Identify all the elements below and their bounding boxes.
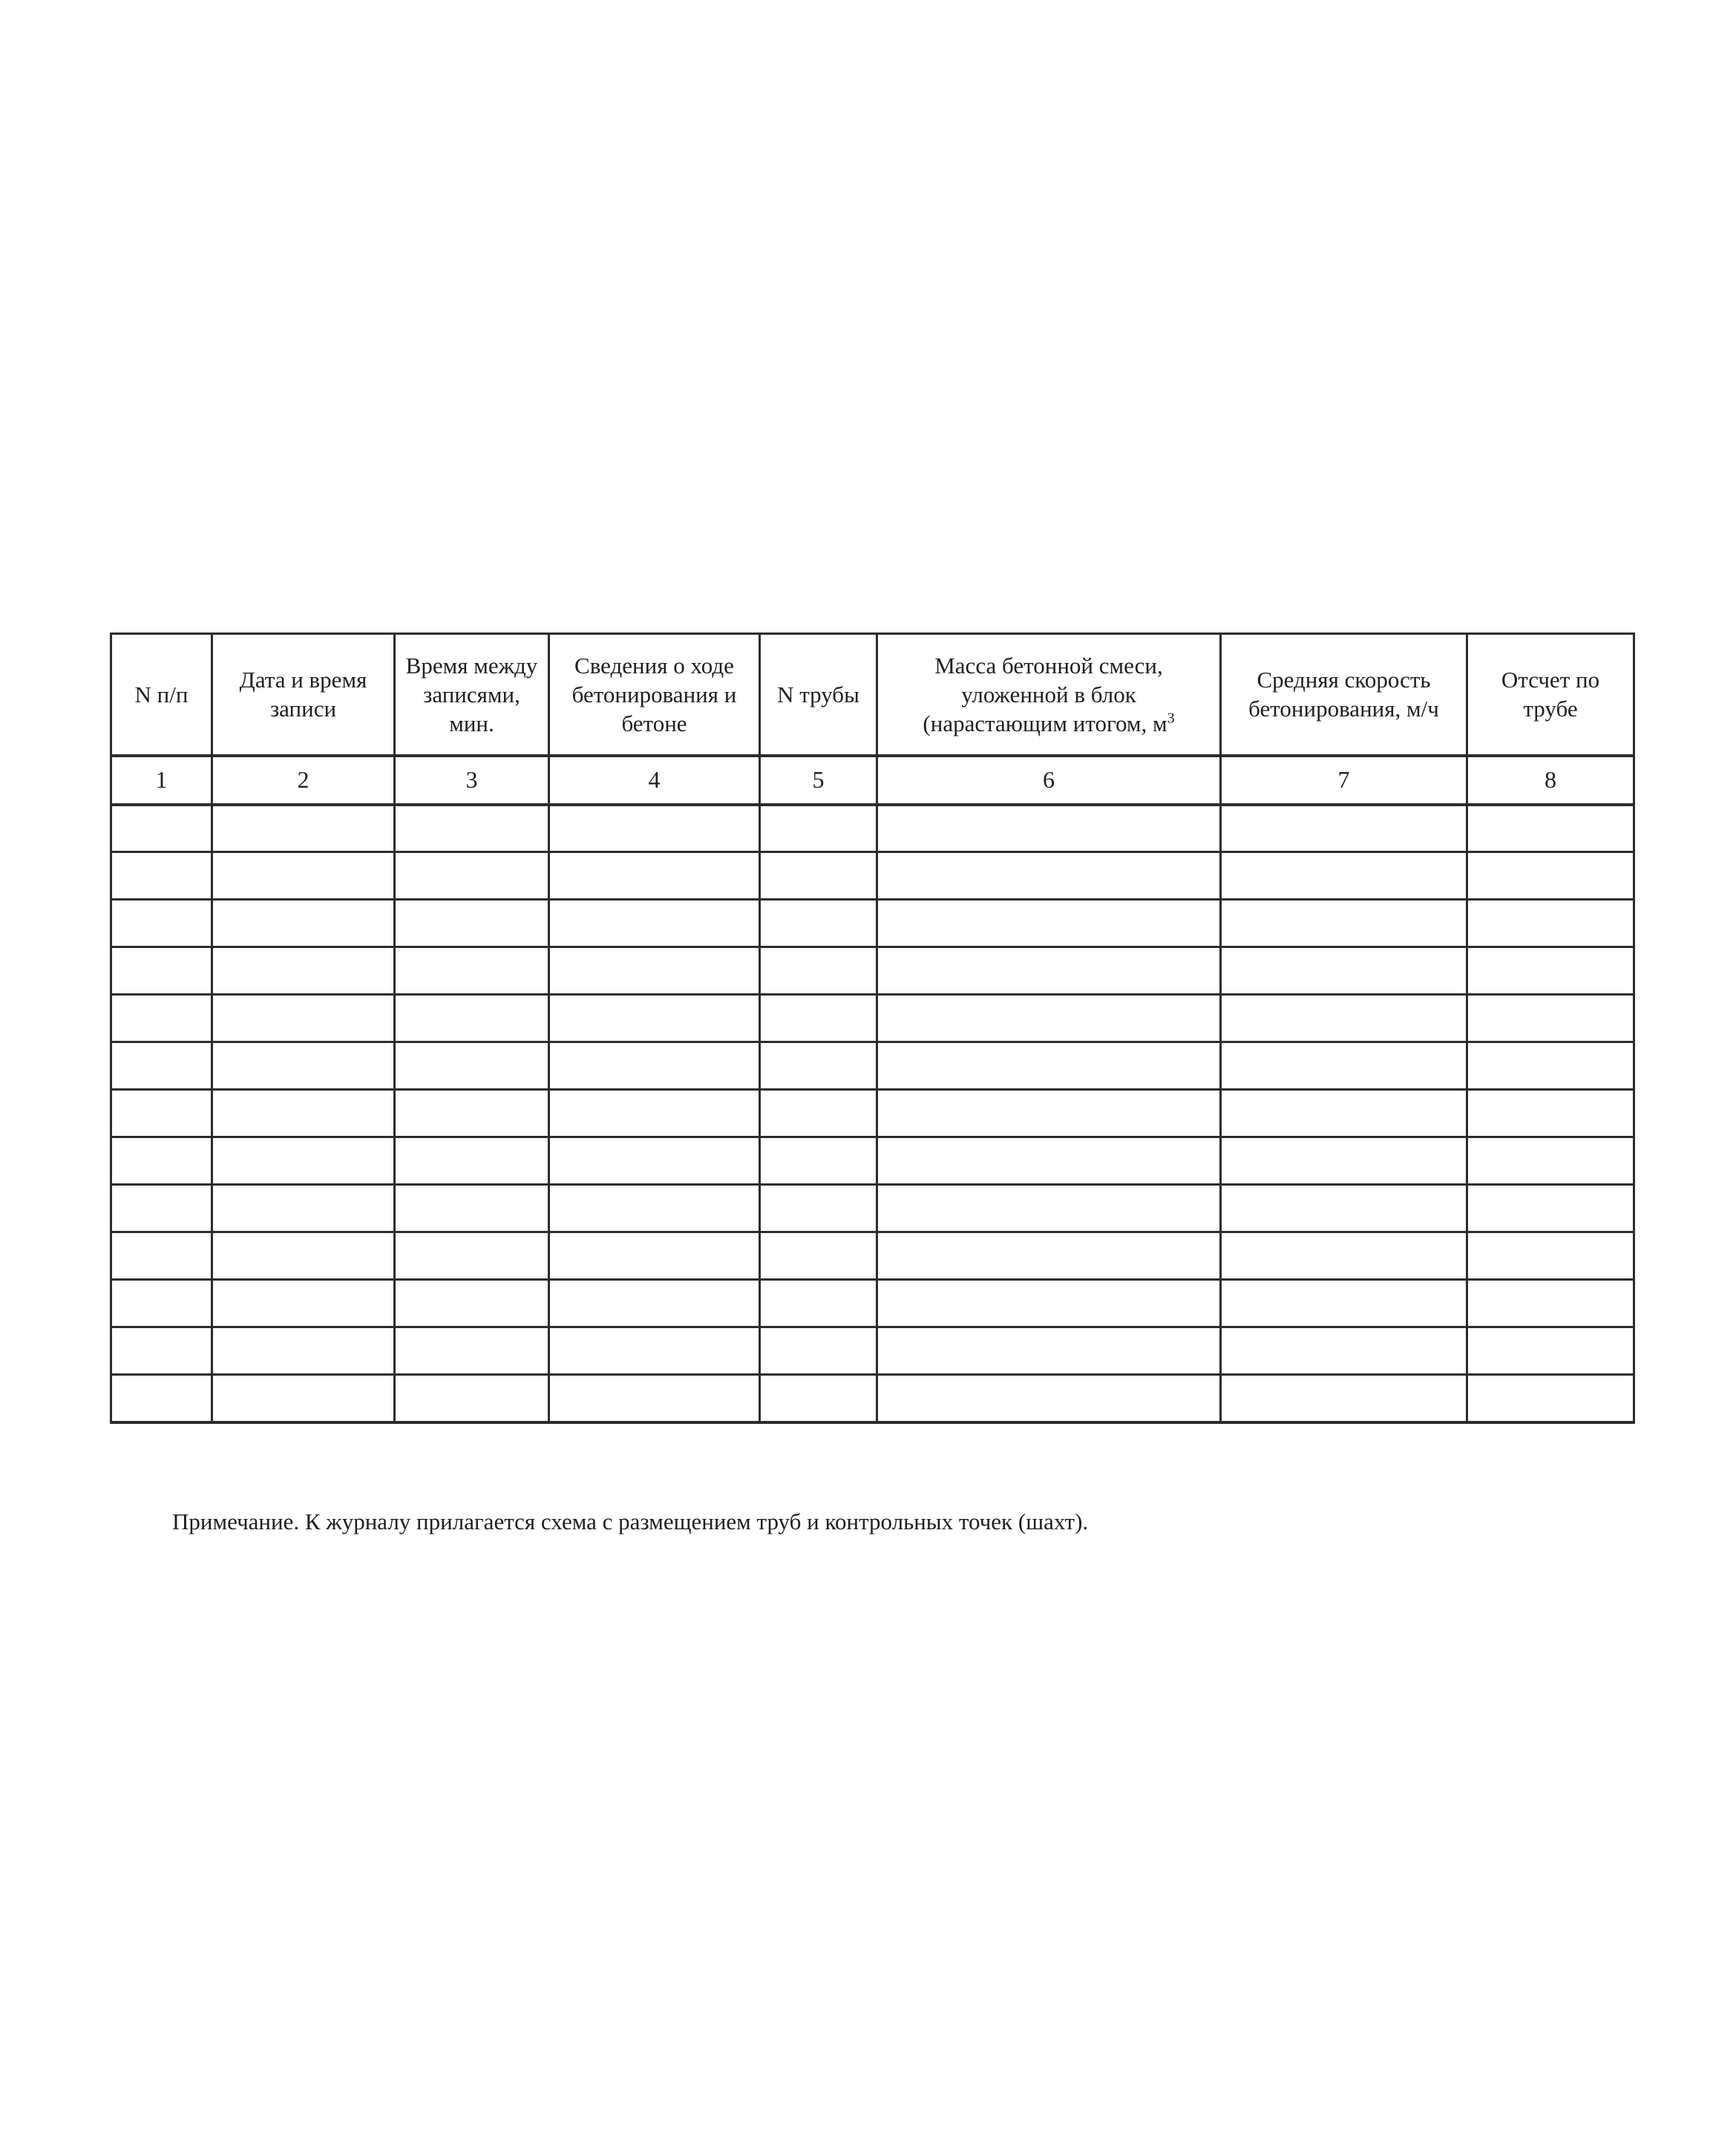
column-header-line: N п/п xyxy=(134,681,189,707)
table-row xyxy=(111,1042,1634,1090)
empty-cell xyxy=(111,1327,212,1375)
empty-cell xyxy=(877,805,1221,852)
table-header-row xyxy=(111,634,1634,756)
column-header-line: Время между xyxy=(405,652,538,679)
empty-cell xyxy=(111,947,212,995)
table-row xyxy=(111,1185,1634,1232)
empty-cell xyxy=(111,1185,212,1232)
empty-cell xyxy=(212,1137,395,1185)
empty-cell xyxy=(1221,852,1467,900)
empty-cell xyxy=(212,947,395,995)
empty-cell xyxy=(877,900,1221,947)
empty-cell xyxy=(395,1280,549,1327)
empty-cell xyxy=(1467,1185,1634,1232)
cubic-meter-superscript: 3 xyxy=(1167,710,1175,727)
empty-cell xyxy=(549,900,760,947)
column-header-mix-mass xyxy=(877,634,1221,756)
empty-cell xyxy=(549,1232,760,1280)
empty-cell xyxy=(877,1327,1221,1375)
empty-cell xyxy=(212,995,395,1042)
empty-cell xyxy=(395,1090,549,1137)
empty-cell xyxy=(877,1375,1221,1422)
empty-cell xyxy=(1221,1090,1467,1137)
empty-cell xyxy=(549,1375,760,1422)
table-row xyxy=(111,947,1634,995)
empty-cell xyxy=(877,1185,1221,1232)
empty-cell xyxy=(395,947,549,995)
empty-cell xyxy=(1221,1185,1467,1232)
column-header-line-text: (нарастающим итогом, м xyxy=(923,710,1167,736)
empty-cell xyxy=(877,852,1221,900)
empty-cell xyxy=(1221,1232,1467,1280)
note-text: Примечание. К журналу прилагается схема с размещением труб и контрольных точек (шахт). xyxy=(172,1509,1089,1535)
empty-cell xyxy=(212,1327,395,1375)
empty-cell xyxy=(111,1042,212,1090)
column-header-line xyxy=(884,709,1213,738)
column-header-pipe-number xyxy=(760,634,877,756)
column-number-cell: 1 xyxy=(111,756,212,805)
empty-cell xyxy=(395,852,549,900)
empty-cell xyxy=(395,1327,549,1375)
column-header-line: трубе xyxy=(1523,696,1578,722)
empty-cell xyxy=(1467,947,1634,995)
column-header-line: записи xyxy=(269,696,337,722)
empty-cell xyxy=(212,852,395,900)
empty-cell xyxy=(549,947,760,995)
empty-cell xyxy=(549,1280,760,1327)
empty-cell xyxy=(212,1280,395,1327)
empty-cell xyxy=(111,1375,212,1422)
empty-cell xyxy=(395,1137,549,1185)
empty-cell xyxy=(549,1090,760,1137)
empty-cell xyxy=(111,1137,212,1185)
empty-cell xyxy=(760,1185,877,1232)
empty-cell xyxy=(760,805,877,852)
column-header-line: Дата и время xyxy=(239,667,367,693)
column-header-line: Отсчет по xyxy=(1501,667,1600,693)
empty-cell xyxy=(111,852,212,900)
empty-cell xyxy=(212,900,395,947)
empty-cell xyxy=(212,1090,395,1137)
empty-cell xyxy=(111,1280,212,1327)
empty-cell xyxy=(760,1090,877,1137)
column-number-cell: 4 xyxy=(549,756,760,805)
empty-cell xyxy=(1221,1137,1467,1185)
column-number-cell: 6 xyxy=(877,756,1221,805)
empty-cell xyxy=(1467,1090,1634,1137)
empty-cell xyxy=(877,1232,1221,1280)
column-numbers-row xyxy=(111,756,1634,805)
empty-cell xyxy=(760,1375,877,1422)
column-header-line: Масса бетонной смеси, xyxy=(934,652,1163,679)
empty-cell xyxy=(877,947,1221,995)
empty-cell xyxy=(212,1185,395,1232)
column-header-line: уложенной в блок xyxy=(961,681,1136,707)
empty-cell xyxy=(1221,947,1467,995)
empty-cell xyxy=(1221,1280,1467,1327)
empty-cell xyxy=(111,1090,212,1137)
empty-cell xyxy=(1221,995,1467,1042)
empty-cell xyxy=(395,1185,549,1232)
empty-cell xyxy=(1467,1375,1634,1422)
empty-cell xyxy=(549,1327,760,1375)
empty-cell xyxy=(760,1232,877,1280)
empty-cell xyxy=(212,1232,395,1280)
table-body xyxy=(111,805,1634,1422)
empty-cell xyxy=(877,1090,1221,1137)
column-header-row-number xyxy=(111,634,212,756)
empty-cell xyxy=(877,1137,1221,1185)
empty-cell xyxy=(760,1042,877,1090)
column-header-line: мин. xyxy=(449,710,494,736)
empty-cell xyxy=(395,1232,549,1280)
column-header-line: бетоне xyxy=(621,710,687,736)
empty-cell xyxy=(1221,900,1467,947)
column-header-avg-speed xyxy=(1221,634,1467,756)
empty-cell xyxy=(760,1327,877,1375)
column-number-cell: 3 xyxy=(395,756,549,805)
empty-cell xyxy=(877,1280,1221,1327)
empty-cell xyxy=(212,1375,395,1422)
empty-cell xyxy=(111,805,212,852)
empty-cell xyxy=(1467,805,1634,852)
empty-cell xyxy=(760,852,877,900)
table-row xyxy=(111,805,1634,852)
column-header-line: N трубы xyxy=(777,681,859,707)
table-row xyxy=(111,1327,1634,1375)
empty-cell xyxy=(1467,995,1634,1042)
empty-cell xyxy=(877,1042,1221,1090)
empty-cell xyxy=(111,1232,212,1280)
column-number-cell: 7 xyxy=(1221,756,1467,805)
empty-cell xyxy=(395,805,549,852)
table-row xyxy=(111,1375,1634,1422)
column-header-line: записями, xyxy=(423,681,520,707)
empty-cell xyxy=(760,947,877,995)
empty-cell xyxy=(1467,1327,1634,1375)
table-row xyxy=(111,1090,1634,1137)
empty-cell xyxy=(1467,852,1634,900)
column-header-progress-info xyxy=(549,634,760,756)
empty-cell xyxy=(111,900,212,947)
column-header-line: бетонирования, м/ч xyxy=(1248,696,1439,722)
empty-cell xyxy=(1467,1232,1634,1280)
empty-cell xyxy=(549,1042,760,1090)
empty-cell xyxy=(549,995,760,1042)
empty-cell xyxy=(395,995,549,1042)
empty-cell xyxy=(1221,1042,1467,1090)
column-header-pipe-reading xyxy=(1467,634,1634,756)
table-row xyxy=(111,1280,1634,1327)
empty-cell xyxy=(212,1042,395,1090)
column-number-cell: 8 xyxy=(1467,756,1634,805)
empty-cell xyxy=(1467,900,1634,947)
empty-cell xyxy=(877,995,1221,1042)
empty-cell xyxy=(549,805,760,852)
column-header-date-time xyxy=(212,634,395,756)
empty-cell xyxy=(760,1137,877,1185)
column-header-line: бетонирования и xyxy=(571,681,737,707)
empty-cell xyxy=(1221,1375,1467,1422)
empty-cell xyxy=(1467,1042,1634,1090)
concrete-journal-table xyxy=(110,633,1635,1424)
empty-cell xyxy=(760,900,877,947)
column-number-cell: 5 xyxy=(760,756,877,805)
empty-cell xyxy=(395,1375,549,1422)
empty-cell xyxy=(1221,1327,1467,1375)
column-number-cell: 2 xyxy=(212,756,395,805)
table-row xyxy=(111,852,1634,900)
empty-cell xyxy=(760,995,877,1042)
empty-cell xyxy=(212,805,395,852)
table-row xyxy=(111,1137,1634,1185)
table-row xyxy=(111,995,1634,1042)
empty-cell xyxy=(395,900,549,947)
empty-cell xyxy=(395,1042,549,1090)
empty-cell xyxy=(111,995,212,1042)
empty-cell xyxy=(549,1137,760,1185)
empty-cell xyxy=(1221,805,1467,852)
column-header-line: Средняя скорость xyxy=(1257,667,1431,693)
table-row xyxy=(111,1232,1634,1280)
column-header-interval xyxy=(395,634,549,756)
empty-cell xyxy=(1467,1137,1634,1185)
empty-cell xyxy=(549,1185,760,1232)
empty-cell xyxy=(1467,1280,1634,1327)
table-row xyxy=(111,900,1634,947)
column-header-line: Сведения о ходе xyxy=(574,652,734,679)
empty-cell xyxy=(760,1280,877,1327)
empty-cell xyxy=(549,852,760,900)
